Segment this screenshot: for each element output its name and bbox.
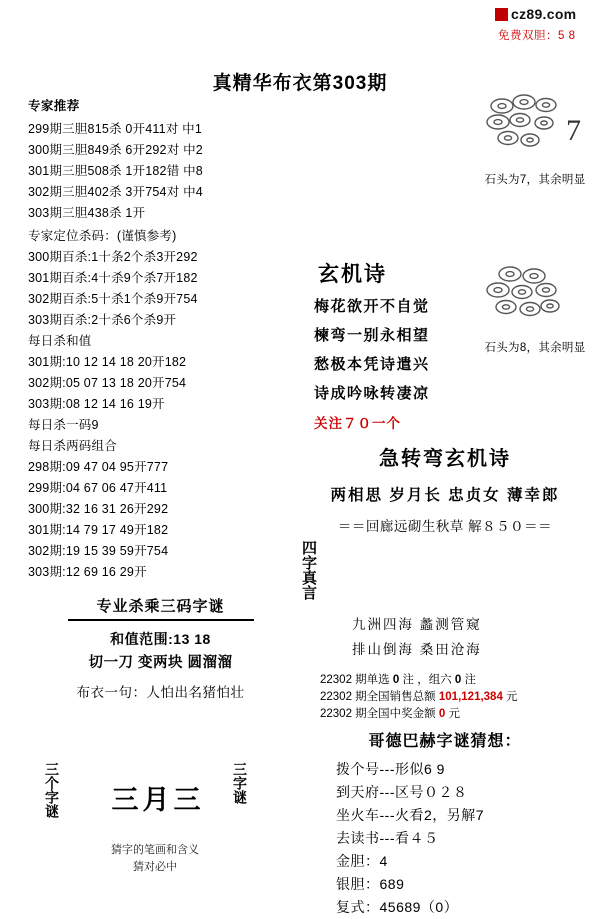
expert-row: 301期三胆508杀 1开182错 中8 (28, 164, 203, 178)
cut-line: 切一刀 变两块 圆溜溜 (88, 655, 233, 671)
dingsha-row: 303期百杀:2十杀6个杀9开 (28, 313, 177, 327)
sales-stats (320, 672, 518, 723)
sum-range: 和值范围:13 18 (110, 631, 211, 647)
jizhuan-line1: 两相思 岁月长 忠贞女 薄幸郎 (330, 487, 560, 504)
two-code-row: 300期:32 16 31 26开292 (28, 502, 169, 516)
dingsha-row: 302期百杀:5十杀1个杀9开754 (28, 292, 198, 306)
goldbach-line: 拨个号---形似6 9 (336, 761, 445, 777)
motto-line: 排山倒海 桑田沧海 (352, 642, 482, 657)
two-code-row: 303期:12 69 16 29开 (28, 565, 147, 579)
expert-row: 303期三胆438杀 1开 (28, 206, 146, 220)
jizhuan-title: 急转弯玄机诗 (379, 448, 511, 470)
buyi-line: 布衣一句：人怕出名猪怕壮 (76, 685, 245, 700)
left-column (28, 96, 293, 705)
stat-value: 0 (392, 674, 400, 686)
motto-line: 九洲四海 蠡测管窥 (352, 617, 482, 632)
stat-value2: 0 (454, 674, 462, 686)
stat-suffix: 元 (448, 708, 460, 720)
goldbach-line: 银胆：689 (336, 876, 405, 892)
riddle-note (30, 842, 280, 876)
two-code-row: 299期:04 67 06 47开411 (28, 481, 168, 495)
dingsha-heading: 专家定位杀码：(谨慎参考) (28, 229, 177, 243)
stat-row-prize (320, 706, 518, 723)
poem-line: 愁极本凭诗遣兴 (314, 356, 430, 373)
stat-prefix: 22302 期全国销售总额 (320, 691, 436, 703)
goldbach-line: 去读书---看４５ (336, 830, 439, 846)
stat-suffix: 注 (464, 674, 477, 686)
stat-row-sales (320, 689, 518, 706)
goldbach-line: 到天府---区号０２８ (336, 784, 468, 800)
coin-caption-top: 石头为7，其余明显 (484, 174, 586, 186)
logo-text: cz89.com (511, 6, 577, 22)
divider (68, 619, 254, 621)
two-code-row: 302期:19 15 39 59开754 (28, 544, 169, 558)
red-square-icon (495, 8, 508, 21)
coin-group-icon (470, 92, 600, 164)
stat-value: 101,121,384 (438, 691, 503, 703)
goldbach-line: 复式：45689（0） (336, 899, 459, 915)
poem-line: 楝弯一别永相望 (314, 327, 430, 344)
two-code-heading: 每日杀两码组合 (28, 439, 117, 453)
page-title-issue: 303期 (332, 73, 388, 94)
stat-row-single (320, 672, 518, 689)
jizhuan-line2: ＝＝回廊远砌生秋草 解８５０＝＝ (337, 519, 553, 534)
riddle-right-label: 三字谜 (232, 762, 248, 804)
hezhi-heading: 每日杀和值 (28, 334, 92, 348)
expert-heading: 专家推荐 (28, 99, 80, 113)
expert-row: 299期三胆815杀 0开411对 中1 (28, 122, 202, 136)
sha-one-code: 每日杀一码9 (28, 418, 99, 432)
hezhi-row: 301期:10 12 14 18 20开182 (28, 355, 187, 369)
four-char-motto: 四字真言 (300, 540, 317, 600)
goldbach-line: 金胆：4 (336, 853, 388, 869)
three-char-riddle (30, 762, 280, 840)
stat-value: 0 (438, 708, 446, 720)
focus-number-note: 关注７０一个 (314, 416, 401, 431)
riddle-note-line2: 猜对必中 (133, 861, 177, 873)
stat-prefix: 22302 期单选 (320, 674, 390, 686)
riddle-left-label: 三个字谜 (44, 762, 60, 818)
two-code-row: 298期:09 47 04 95开777 (28, 460, 169, 474)
expert-row: 300期三胆849杀 6开292对 中2 (28, 143, 203, 157)
dingsha-row: 300期百杀:1十条2个杀3开292 (28, 250, 198, 264)
coin-caption-mid: 石头为8，其余明显 (484, 342, 586, 354)
page-title-text: 真精华布衣第 (212, 73, 333, 94)
stat-mid: 注 ，组六 (402, 674, 452, 686)
dingsha-row: 301期百杀:4十杀9个杀7开182 (28, 271, 198, 285)
goldbach-lines (336, 758, 484, 919)
expert-row: 302期三胆402杀 3开754对 中4 (28, 185, 203, 199)
xuanji-title: 玄机诗 (318, 263, 387, 286)
poem-line: 诗成吟咏转凄凉 (314, 385, 430, 402)
stat-prefix: 22302 期全国中奖金额 (320, 708, 436, 720)
poem-line: 梅花欲开不自觉 (314, 298, 430, 315)
goldbach-title: 哥德巴赫字谜猜想： (368, 733, 522, 750)
svg-text:7: 7 (566, 114, 581, 147)
stat-suffix: 元 (506, 691, 518, 703)
site-logo[interactable] (495, 6, 576, 22)
jizhuan-section (0, 442, 600, 535)
xuanji-poem (314, 292, 430, 408)
pro-riddle-title: 专业杀乘三码字谜 (96, 598, 225, 615)
coin-group-icon (470, 262, 600, 332)
coin-cluster-top (470, 92, 600, 187)
hezhi-row: 302期:05 07 13 18 20开754 (28, 376, 187, 390)
riddle-main-text: 三月三 (111, 785, 205, 815)
two-code-row: 301期:14 79 17 49开182 (28, 523, 169, 537)
goldbach-line: 坐火车---火看2，另解7 (336, 807, 485, 823)
coin-cluster-mid (470, 262, 600, 355)
free-tip: 免费双胆：5 8 (498, 30, 576, 42)
four-char-lines (352, 612, 482, 662)
hezhi-row: 303期:08 12 14 16 19开 (28, 397, 165, 411)
riddle-note-line1: 猜字的笔画和含义 (111, 844, 199, 856)
page-title (0, 68, 600, 95)
